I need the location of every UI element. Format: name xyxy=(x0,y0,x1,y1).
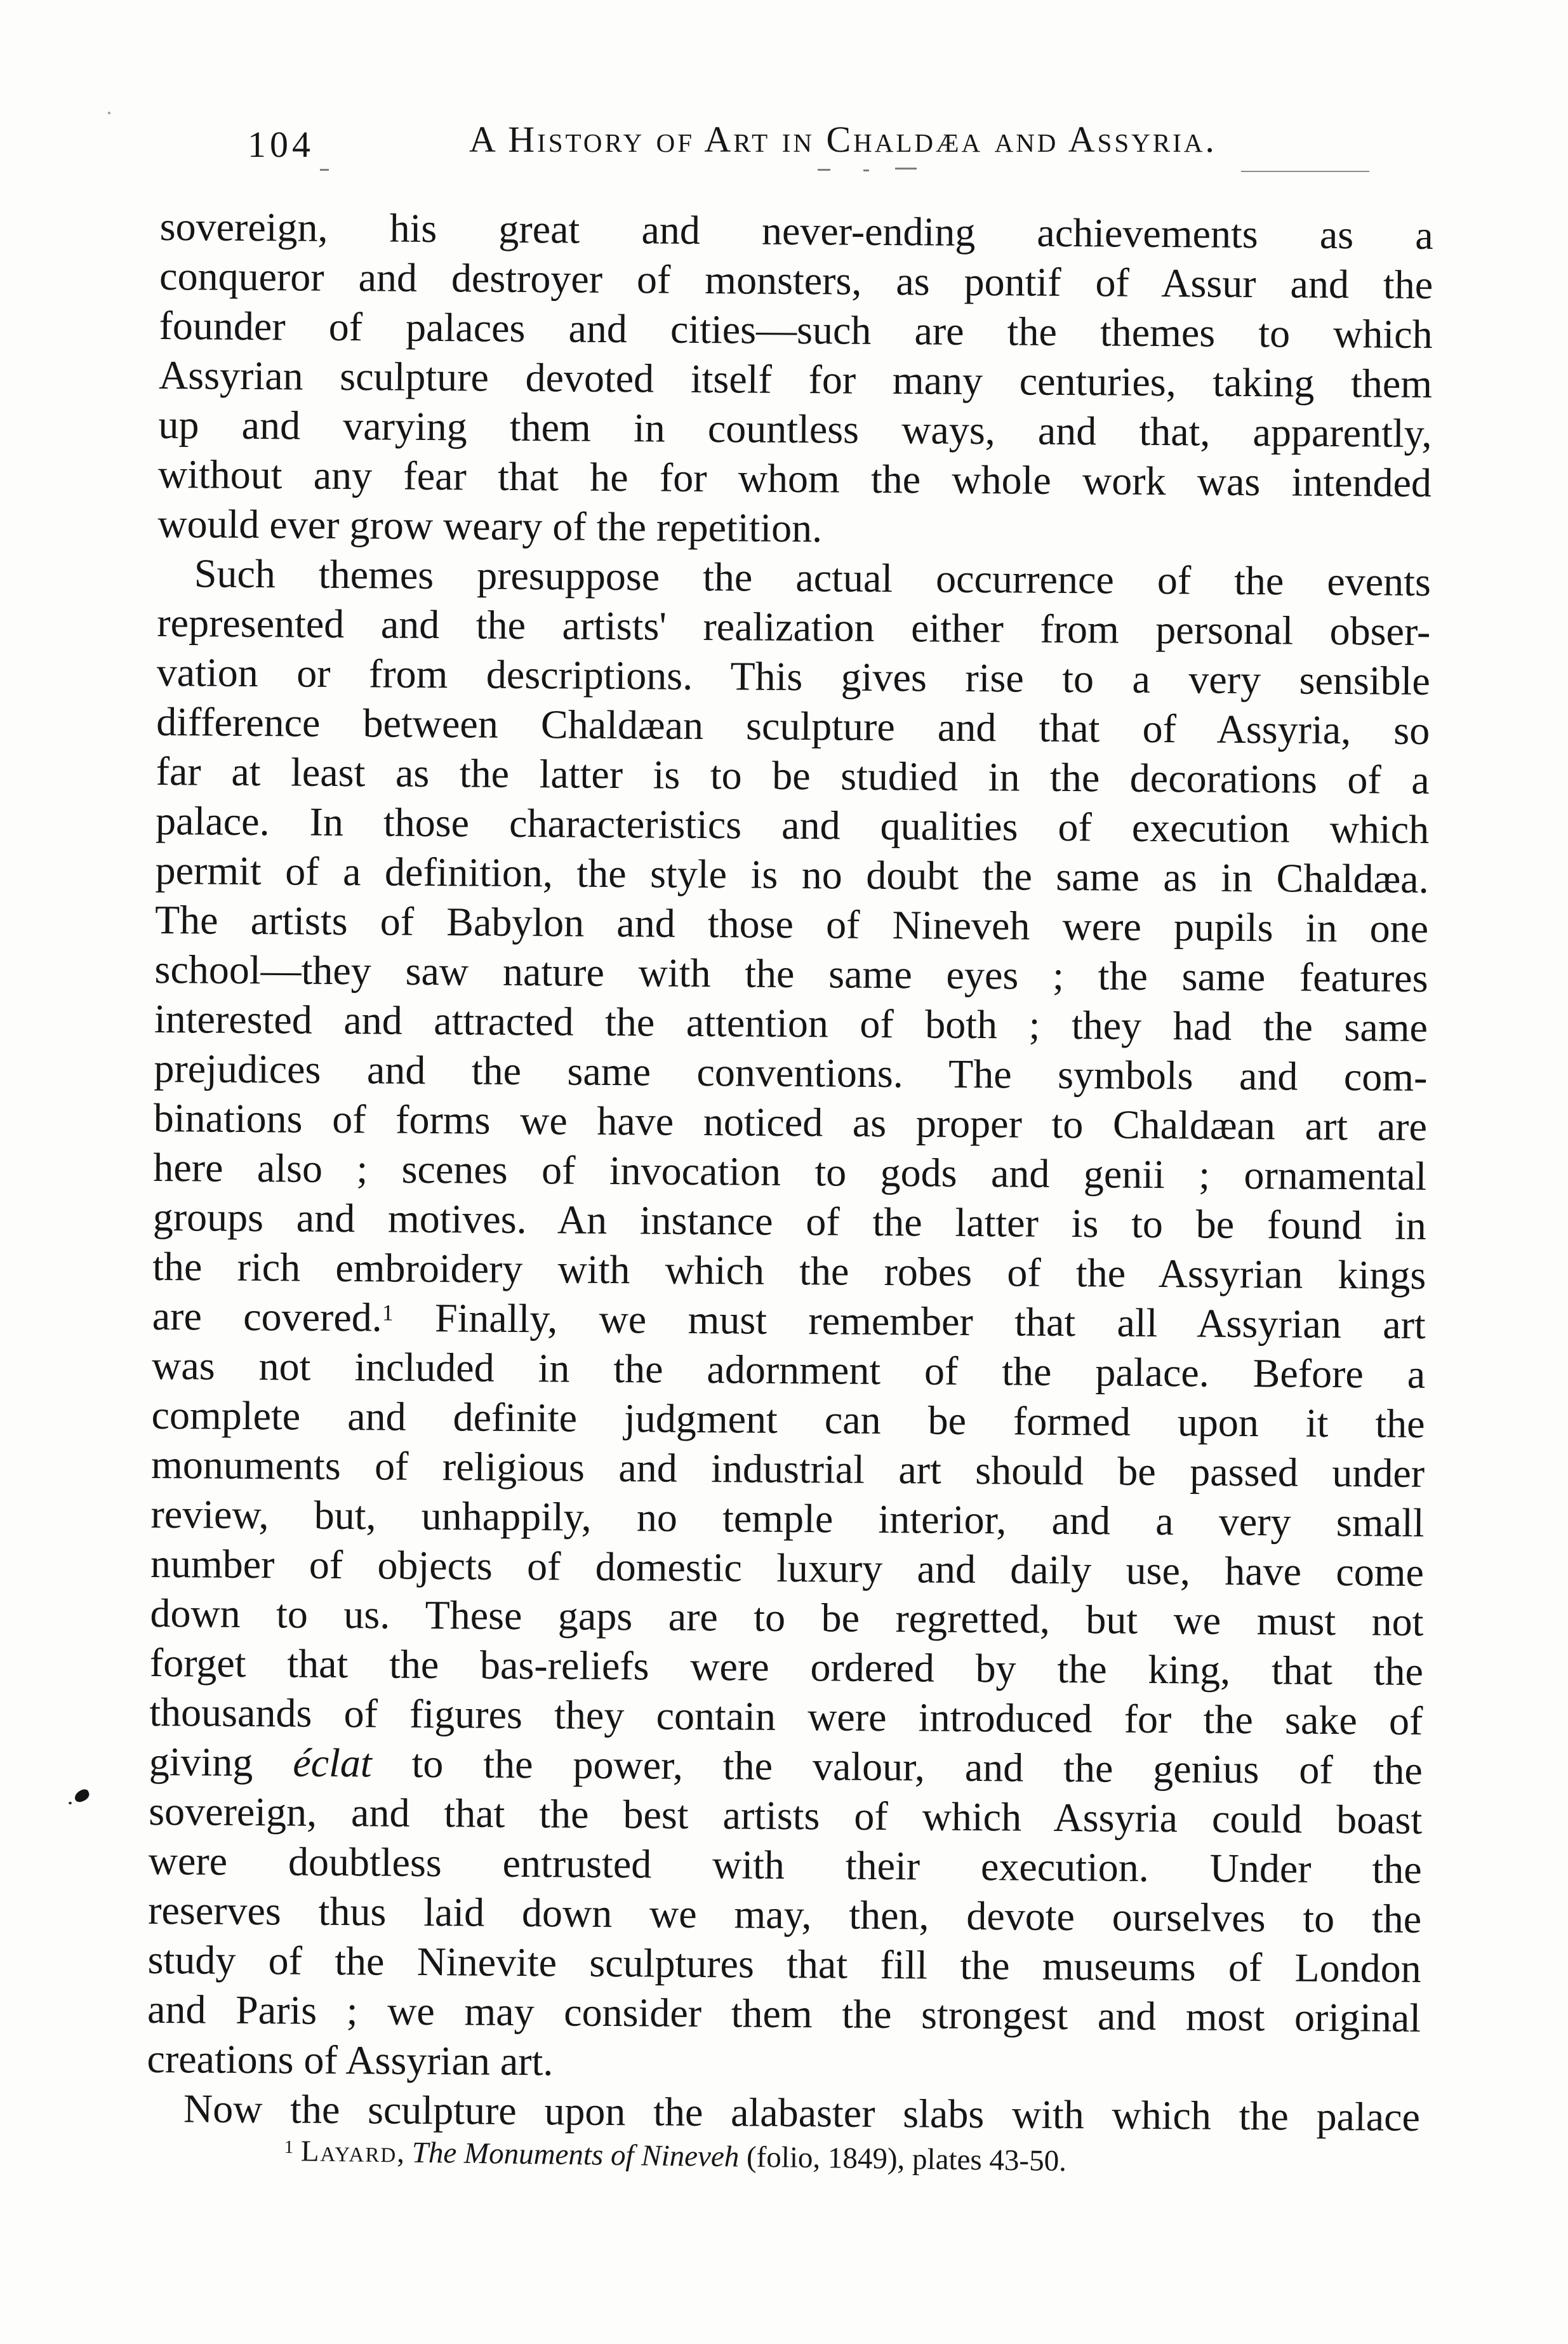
text-line: here also ; scenes of invocation to gods and genii ; ornamental xyxy=(153,1144,1427,1199)
text-segment: , xyxy=(396,2136,413,2169)
scan-speck xyxy=(108,112,110,114)
text-line: complete and definite judgment can be formed upon it the xyxy=(151,1392,1425,1446)
text-line: and Paris ; we may consider them the strongest and most original xyxy=(147,1986,1421,2041)
text-line: far at least as the latter is to be studied in the decorations of a xyxy=(156,748,1430,802)
text-line: would ever grow weary of the repetition. xyxy=(157,500,823,551)
text-line: the rich embroidery with which the robes of the Assyrian kings xyxy=(152,1243,1426,1298)
text-line: sovereign, his great and never-ending achievements as a xyxy=(159,203,1433,258)
text-segment: 1 xyxy=(284,2136,294,2157)
text-line: groups and motives. An instance of the latter is to be found in xyxy=(152,1194,1427,1248)
text-line: creations of Assyrian art. xyxy=(147,2035,554,2084)
text-segment: to the power, the valour, and the genius of the xyxy=(371,1740,1423,1793)
text-segment: 1 xyxy=(382,1300,394,1326)
text-line: school—they saw nature with the same eyes ; the same features xyxy=(154,946,1428,1001)
scan-mark xyxy=(320,169,329,171)
page-body xyxy=(147,202,1433,2142)
text-line: forget that the bas-reliefs were ordered by the king, that the xyxy=(149,1639,1424,1694)
text-line: without any fear that he for whom the whole work was intended xyxy=(157,451,1432,505)
text-segment: (folio, 1849), plates 43-50. xyxy=(738,2140,1067,2178)
text-segment: giving xyxy=(149,1738,293,1785)
text-segment: Layard xyxy=(300,2134,397,2169)
text-segment: Finally, we must remember that all Assyrian art xyxy=(393,1295,1426,1347)
scan-mark xyxy=(863,170,869,171)
text-segment: are covered. xyxy=(152,1293,383,1340)
text-line: number of objects of domestic luxury and daily use, have come xyxy=(150,1540,1425,1595)
scan-mark xyxy=(895,168,917,170)
text-line: down to us. These gaps are to be regretted, but we must not xyxy=(150,1590,1424,1644)
text-line: vation or from descriptions. This gives rise to a very sensible xyxy=(156,649,1431,703)
text-line: difference between Chaldæan sculpture and that of Assyria, so xyxy=(156,698,1430,753)
text-line: Now the sculpture upon the alabaster slabs with which the palace xyxy=(183,2086,1421,2140)
text-line: prejudices and the same conventions. The symbols and com- xyxy=(154,1045,1428,1100)
text-line: up and varying them in countless ways, and that, apparently, xyxy=(158,401,1432,456)
text-line: permit of a definition, the style is no doubt the same as in Chaldæa. xyxy=(155,847,1429,902)
page-number: 104 xyxy=(248,124,314,165)
ink-blot xyxy=(73,1788,91,1804)
ink-blot-speck xyxy=(69,1802,72,1804)
text-line xyxy=(152,1291,1425,1350)
text-line: binations of forms we have noticed as proper to Chaldæan art are xyxy=(153,1095,1428,1149)
text-line xyxy=(149,1737,1423,1795)
text-line: conqueror and destroyer of monsters, as pontif of Assur and the xyxy=(159,253,1433,308)
text-line: founder of palaces and cities—such are the themes to which xyxy=(159,302,1433,357)
text-line: reserves thus laid down we may, then, devote ourselves to the xyxy=(147,1887,1422,1941)
text-line: Assyrian sculpture devoted itself for many centuries, taking them xyxy=(158,352,1433,406)
text-segment: The Monuments of Nineveh xyxy=(411,2136,740,2174)
text-line: study of the Ninevite sculptures that fill the museums of London xyxy=(147,1936,1421,1991)
scan-mark xyxy=(1241,171,1369,172)
text-line: review, but, unhappily, no temple interior, and a very small xyxy=(150,1491,1425,1545)
text-line: was not included in the adornment of the palace. Before a xyxy=(151,1342,1426,1397)
text-line: sovereign, and that the best artists of which Assyria could boast xyxy=(149,1788,1423,1842)
page-header xyxy=(0,118,1568,175)
text-line: monuments of religious and industrial art should be passed under xyxy=(150,1441,1425,1496)
text-line: thousands of figures they contain were introduced for the sake of xyxy=(149,1689,1423,1743)
text-line: represented and the artists' realization either from personal obser- xyxy=(157,599,1431,654)
running-head-title: A History of Art in Chaldæa and Assyria. xyxy=(469,119,1217,160)
text-line: The artists of Babylon and those of Nineveh were pupils in one xyxy=(154,896,1429,951)
text-line: Such themes presuppose the actual occurrence of the events xyxy=(194,550,1432,604)
text-line: were doubtless entrusted with their execution. Under the xyxy=(148,1837,1422,1892)
text-line: interested and attracted the attention of both ; they had the same xyxy=(154,996,1428,1050)
text-segment: éclat xyxy=(293,1740,372,1786)
text-line: palace. In those characteristics and qualities of execution which xyxy=(155,797,1430,852)
scan-mark xyxy=(818,169,830,171)
